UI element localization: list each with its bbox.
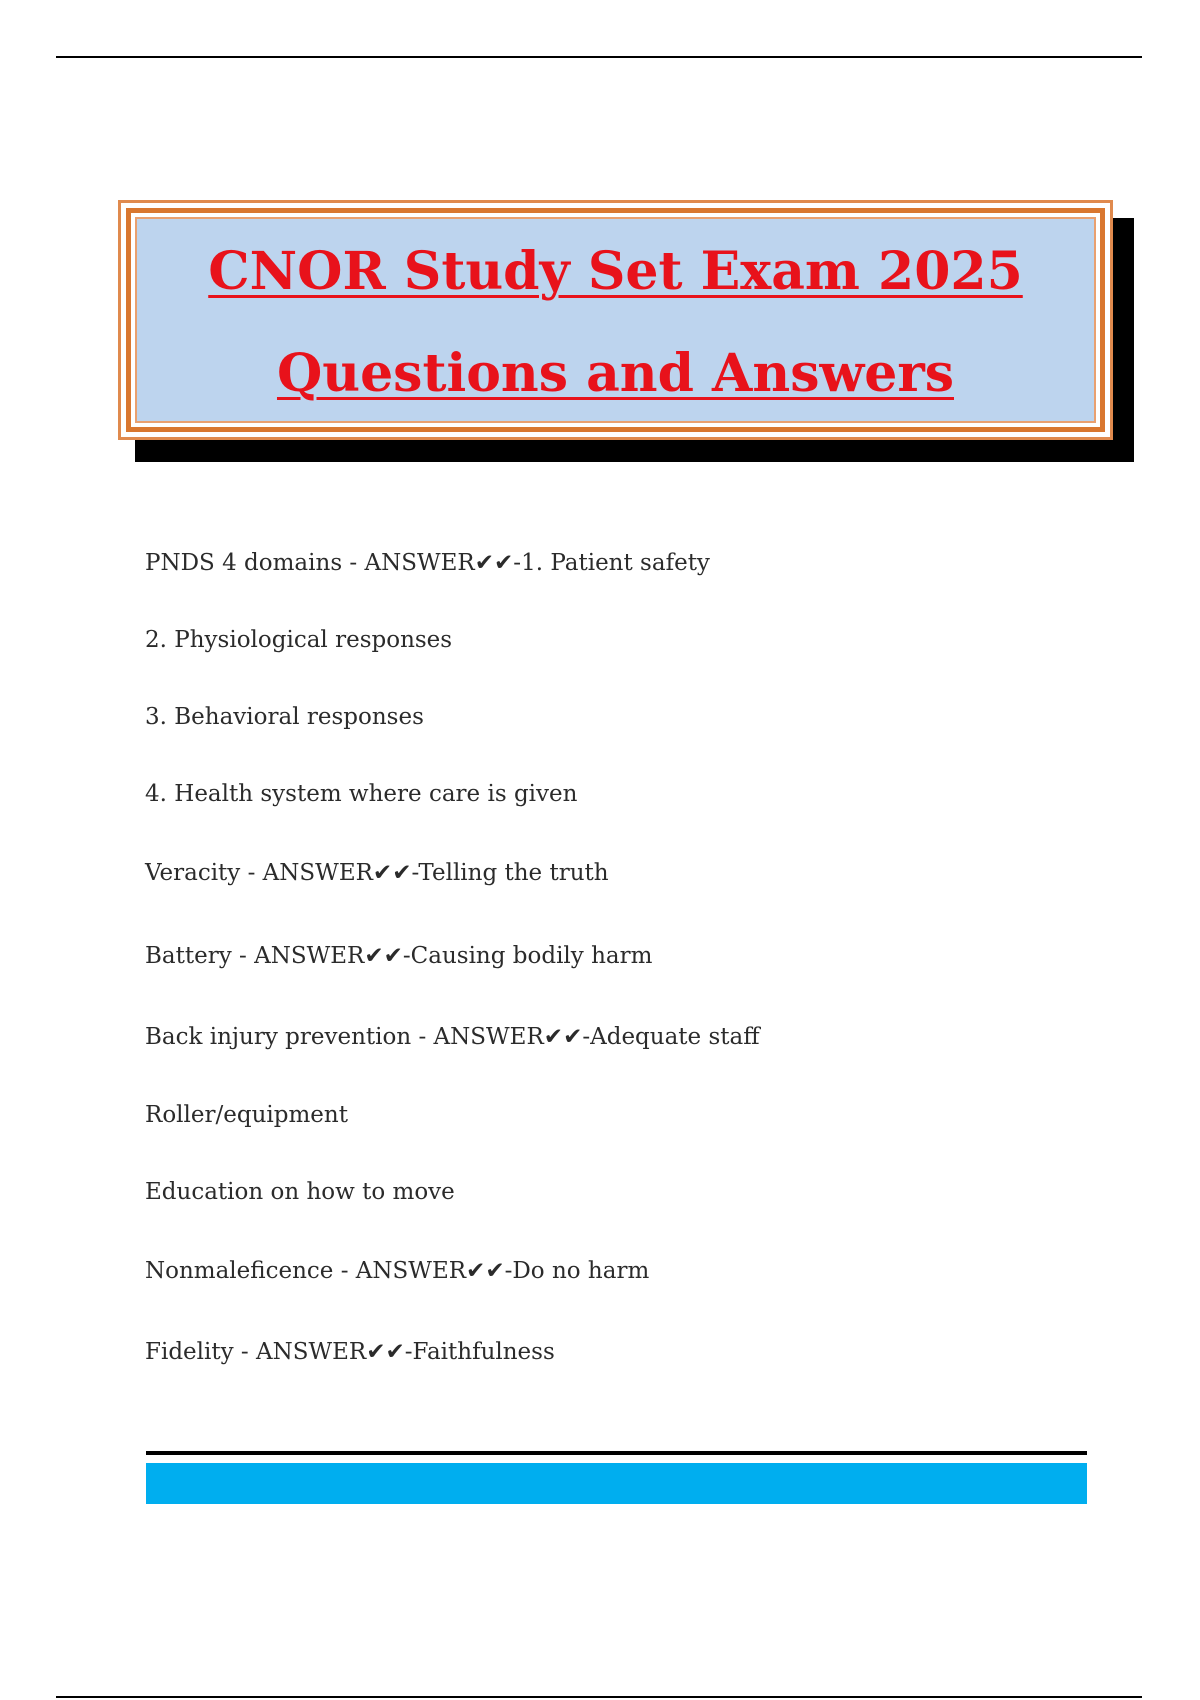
qa-item-health-system: 4. Health system where care is given	[145, 781, 578, 807]
bottom-rule	[56, 1696, 1142, 1698]
title-box-border	[126, 208, 1105, 432]
qa-item-battery: Battery - ANSWER✔✔-Causing bodily harm	[145, 943, 653, 969]
qa-item-physiological: 2. Physiological responses	[145, 627, 453, 653]
title-box	[118, 200, 1113, 440]
qa-item-fidelity: Fidelity - ANSWER✔✔-Faithfulness	[145, 1339, 555, 1365]
qa-item-pnds-domains: PNDS 4 domains - ANSWER✔✔-1. Patient safety	[145, 550, 710, 576]
top-rule	[56, 56, 1142, 58]
qa-item-back-injury: Back injury prevention - ANSWER✔✔-Adequate staff	[145, 1024, 760, 1050]
footer-rule	[146, 1451, 1087, 1455]
qa-item-education: Education on how to move	[145, 1179, 455, 1205]
qa-item-nonmaleficence: Nonmaleficence - ANSWER✔✔-Do no harm	[145, 1258, 650, 1284]
qa-item-roller-equipment: Roller/equipment	[145, 1102, 348, 1128]
qa-item-behavioral: 3. Behavioral responses	[145, 704, 424, 730]
page-title-line-2: Questions and Answers	[276, 343, 954, 404]
footer-bar	[146, 1463, 1087, 1504]
qa-item-veracity: Veracity - ANSWER✔✔-Telling the truth	[145, 860, 609, 886]
page-title-line-1: CNOR Study Set Exam 2025	[208, 241, 1023, 302]
title-box-panel	[135, 217, 1096, 423]
